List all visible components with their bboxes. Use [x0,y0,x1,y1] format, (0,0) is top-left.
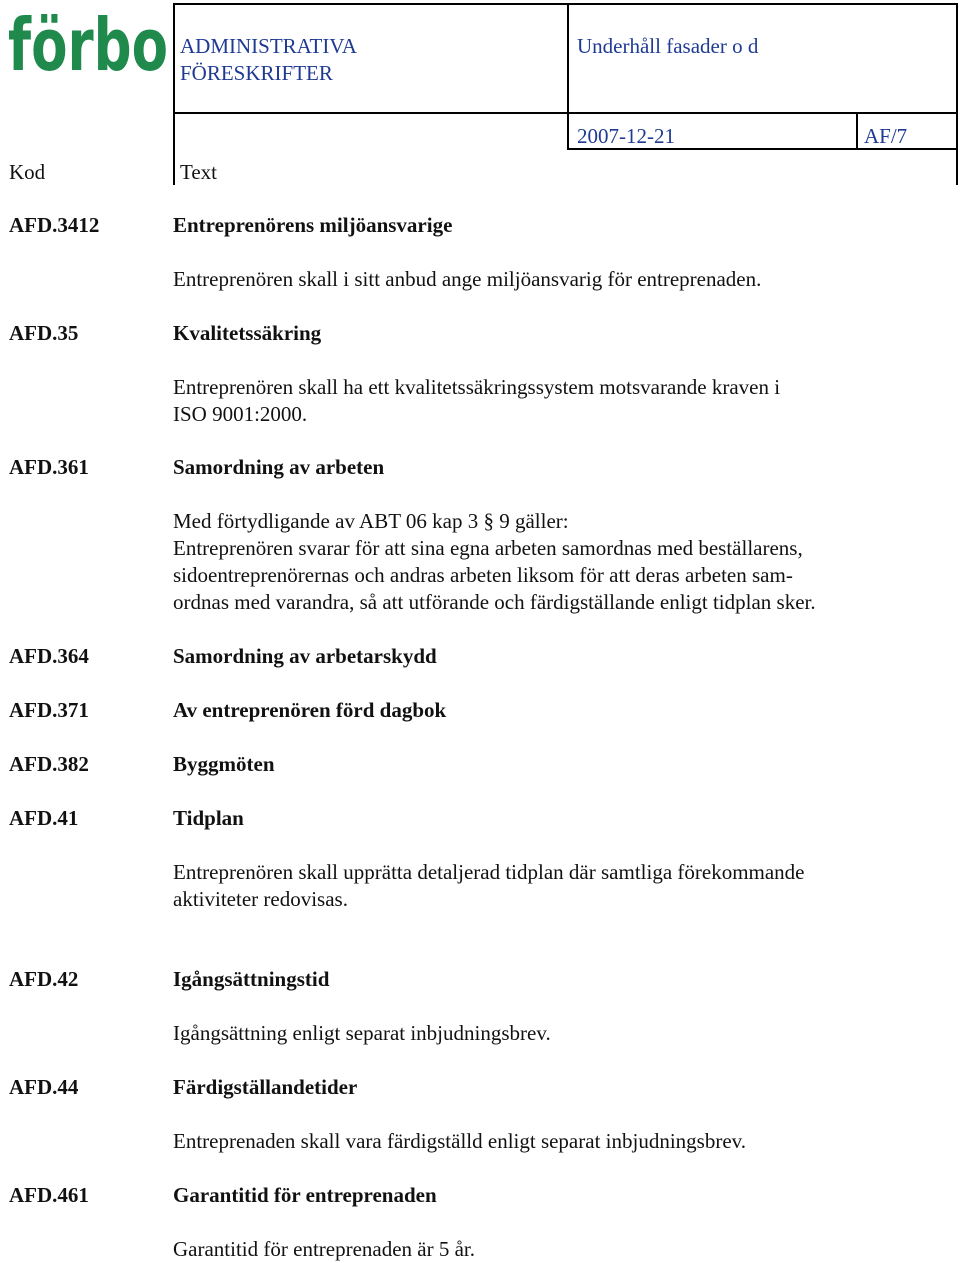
section-title: Garantitid för entreprenaden [173,1183,437,1207]
section-code: AFD.35 [9,321,79,345]
header-rule-row [173,112,958,114]
section-title: Entreprenörens miljöansvarige [173,213,453,237]
section-title: Igångsättningstid [173,967,330,991]
body-line: aktiviteter redovisas. [173,887,348,911]
section-code: AFD.361 [9,455,89,479]
section-body [173,374,933,428]
section-title: Tidplan [173,806,244,830]
section-body [173,1128,933,1155]
section-code: AFD.382 [9,752,89,776]
section-title: Samordning av arbetarskydd [173,644,437,668]
page-number: AF/7 [864,124,908,148]
body-line: ISO 9001:2000. [173,402,308,426]
document-date: 2007-12-21 [577,124,675,148]
header-rule-top [173,3,958,5]
section-body [173,859,933,913]
section-code: AFD.41 [9,806,79,830]
section-body [173,1236,933,1263]
section-code: AFD.44 [9,1075,79,1099]
column-header-code: Kod [9,160,46,184]
body-line: Entreprenören svarar för att sina egna arbeten samordnas med beställarens, [173,536,803,560]
section-title: Byggmöten [173,752,275,776]
body-line: Igångsättning enligt separat inbjudningsbrev. [173,1021,551,1045]
section-title: Samordning av arbeten [173,455,385,479]
svg-text:förbo: förbo [8,3,168,87]
header-rule-mid [567,3,569,149]
header-rule-left [173,3,175,185]
body-line: Entreprenaden skall vara färdigställd enligt separat inbjudningsbrev. [173,1129,747,1153]
section-code: AFD.42 [9,967,79,991]
doc-type-line-2: FÖRESKRIFTER [180,61,333,85]
document-header [0,0,960,185]
body-line: Entreprenören skall upprätta detaljerad tidplan där samtliga förekommande [173,860,805,884]
header-rule-right [956,3,958,185]
column-header-text: Text [180,160,218,184]
body-line: Med förtydligande av ABT 06 kap 3 § 9 gäller: [173,509,569,533]
forbo-logo [8,3,170,87]
body-line: Entreprenören skall i sitt anbud ange miljöansvarig för entreprenaden. [173,267,762,291]
section-body [173,1020,933,1047]
body-line: sidoentreprenörernas och andras arbeten liksom för att deras arbeten sam- [173,563,793,587]
section-code: AFD.371 [9,698,89,722]
section-title: Färdigställandetider [173,1075,358,1099]
body-line: ordnas med varandra, så att utförande och färdigställande enligt tidplan sker. [173,590,816,614]
section-title: Kvalitetssäkring [173,321,322,345]
body-line: Garantitid för entreprenaden är 5 år. [173,1237,476,1261]
header-rule-page [856,112,858,150]
section-title: Av entreprenören förd dagbok [173,698,447,722]
doc-type-line-1: ADMINISTRATIVA [180,34,357,58]
section-code: AFD.364 [9,644,89,668]
project-title: Underhåll fasader o d [577,34,759,58]
section-body [173,508,933,616]
section-body [173,266,933,293]
body-line: Entreprenören skall ha ett kvalitetssäkringssystem motsvarande kraven i [173,375,781,399]
section-code: AFD.461 [9,1183,89,1207]
section-code: AFD.3412 [9,213,100,237]
